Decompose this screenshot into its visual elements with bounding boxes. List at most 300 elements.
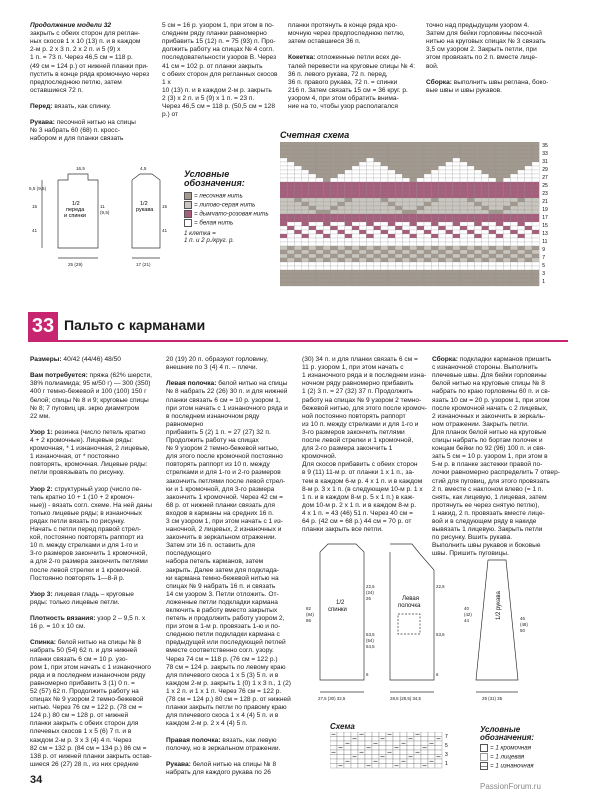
scheme-cell [407,750,414,755]
chart-cell [532,174,539,178]
chart-cell [431,278,438,282]
chart-cell [366,186,373,190]
chart-cell [518,254,525,258]
chart-cell [309,274,316,278]
chart-cell [388,198,395,202]
chart-cell [525,266,532,270]
chart-cell [510,202,517,206]
chart-cell [287,222,294,226]
chart-cell [302,210,309,214]
chart-cell [525,238,532,242]
chart-cell [446,150,453,154]
chart-cell [424,158,431,162]
chart-cell [532,146,539,150]
chart-cell [496,226,503,230]
chart-cell [453,246,460,250]
chart-cell [287,174,294,178]
chart-cell [496,274,503,278]
dim-label: (84) [306,612,314,617]
chart-cell [453,194,460,198]
chart-cell [309,142,316,146]
chart-cell [359,202,366,206]
section-header [28,312,568,340]
chart-cell [374,266,381,270]
chart-cell [374,178,381,182]
chart-cell [374,142,381,146]
chart-cell [446,250,453,254]
chart-cell [359,194,366,198]
chart-cell [417,146,424,150]
chart-cell [410,238,417,242]
chart-cell [482,150,489,154]
chart-cell [345,278,352,282]
chart-cell [446,254,453,258]
chart-cell [424,270,431,274]
chart-cell [388,142,395,146]
chart-cell [287,230,294,234]
chart-cell [345,162,352,166]
chart-cell [482,154,489,158]
chart-cell [323,222,330,226]
dim-label: 41 [32,228,38,233]
chart-cell [424,206,431,210]
chart-cell [287,150,294,154]
chart-cell [482,198,489,202]
chart-cell [424,238,431,242]
chart-cell [532,170,539,174]
chart-cell [460,174,467,178]
chart-cell [294,254,301,258]
chart-cell [294,206,301,210]
chart-cell [431,194,438,198]
chart-cell [374,198,381,202]
scheme-cell [393,755,400,760]
scheme-cell [351,741,358,746]
chart-cell [280,186,287,190]
chart-row-number: 15 [542,223,548,229]
chart-cell [410,146,417,150]
chart-cell [467,170,474,174]
chart-cell [359,254,366,258]
chart-cell [309,206,316,210]
chart-cell [417,162,424,166]
chart-cell [402,190,409,194]
chart-cell [388,230,395,234]
swatch-white [184,219,192,227]
chart-cell [280,250,287,254]
chart-cell [316,226,323,230]
chart-cell [518,270,525,274]
chart-cell [482,278,489,282]
chart-cell [446,182,453,186]
chart-cell [359,222,366,226]
chart-cell [410,182,417,186]
chart-cell [482,226,489,230]
chart-cell [496,242,503,246]
dim-label: 6 [436,672,439,677]
chart-cell [287,182,294,186]
chart-cell [345,202,352,206]
chart-cell [338,150,345,154]
chart-cell [496,166,503,170]
chart-cell [330,262,337,266]
chart-cell [302,190,309,194]
chart-cell [338,166,345,170]
scheme-cell [337,732,344,737]
chart-cell [330,154,337,158]
chart-cell [453,186,460,190]
dim-label: 11 [100,204,105,209]
chart-cell [280,154,287,158]
chart-cell [338,146,345,150]
scheme-cell [421,750,428,755]
chart-cell [352,182,359,186]
chart-cell [460,186,467,190]
chart-cell [366,282,373,286]
scheme-cell [337,750,344,755]
chart-cell [338,254,345,258]
chart-cell [316,190,323,194]
chart-cell [482,214,489,218]
chart-cell [395,258,402,262]
paragraph: вязать, как спинку. [52,103,112,111]
chart-cell [402,206,409,210]
chart-cell [518,150,525,154]
chart-cell [280,174,287,178]
chart-cell [525,250,532,254]
dim-label: 41 [162,228,168,233]
dim-label: 5,5 (9,5) [29,186,47,191]
chart-cell [280,150,287,154]
chart-cell [467,174,474,178]
chart-cell [417,262,424,266]
dim-label: 17 (21) [136,262,151,267]
chart-cell [525,202,532,206]
chart-cell [510,150,517,154]
stitch-scheme [330,732,458,772]
chart-cell [431,246,438,250]
chart-cell [402,282,409,286]
chart-cell [366,238,373,242]
chart-cell [532,234,539,238]
chart-cell [381,226,388,230]
chart-cell [338,246,345,250]
chart-cell [402,234,409,238]
chart-cell [474,182,481,186]
chart-cell [338,214,345,218]
chart-cell [316,254,323,258]
chart-cell [489,178,496,182]
chart-cell [438,238,445,242]
chart-cell [438,190,445,194]
chart-cell [345,246,352,250]
chart-cell [467,150,474,154]
chart-cell [381,142,388,146]
chart-cell [467,158,474,162]
chart-cell [309,166,316,170]
chart-cell [374,186,381,190]
chart-cell [503,166,510,170]
chart-cell [302,198,309,202]
chart-cell [510,258,517,262]
label-density: Плотность вязания: [30,615,96,623]
chart-cell [381,158,388,162]
label-sizes: Размеры: [30,356,62,364]
chart-cell [330,186,337,190]
chart-cell [374,210,381,214]
chart-cell [352,178,359,182]
chart-cell [294,270,301,274]
chart-cell [381,222,388,226]
chart-cell [518,166,525,170]
chart-cell [338,142,345,146]
chart-cell [510,214,517,218]
chart-cell [280,214,287,218]
chart-cell [460,238,467,242]
scheme-cell [344,732,351,737]
chart-cell [323,202,330,206]
chart-cell [366,162,373,166]
chart-cell [323,246,330,250]
dim-label: 25 (29) [68,262,83,267]
chart-cell [359,262,366,266]
scheme-cell [393,759,400,764]
chart-cell [431,282,438,286]
chart-cell [489,214,496,218]
chart-cell [402,222,409,226]
chart-cell [410,162,417,166]
paragraph: (30) 34 п. и для планки связать 6 см = 11 р. узором 1, при этом начать с 1 изнаночного ряда и в последнем изна- ночном ряду равномерно прибавить 1 (2) 3 п. = 27 (32) 37 п. Продолжить работу на спицах № 9 узором 2 темно- бежевой нитью, для этого после кромоч- ной постоянно повторять раппорт из 10 п. между стрелками и для 1-го и 3-го размеров закончить петлями после левой стрелки и 1 кромочной, для 2-го размера закончить 1 кромочной. Для скосов прибавить с обеих сторон в 9 (11) 11-м р. от планки 1 х 1 п., за- тем в каждом 6-м р. 4 х 1 п. и в каждом 8-м р. 3 х 1 п. (в следующем 10-м р. 1 х 1 п. и в каждом 8-м р. 5 х 1 п.) в каж- дом 10-м р. 2 х 1 п. и в каждом 8-м р. 4 х 1 п. = 43 (46) 51 п. Через 40 см = 64 р. (42 см = 68 р.) 44 см = 70 р. от планки закрыть все петли. [302,356,427,534]
chart-cell [309,226,316,230]
chart-cell [338,198,345,202]
chart-cell [395,210,402,214]
chart-cell [302,158,309,162]
chart-cell [352,210,359,214]
chart-cell [338,154,345,158]
chart-cell [359,178,366,182]
chart-cell [510,266,517,270]
chart-cell [417,230,424,234]
chart-cell [460,146,467,150]
chart-cell [323,234,330,238]
chart-cell [453,174,460,178]
scheme-cell [358,746,365,751]
chart-cell [388,234,395,238]
chart-cell [510,218,517,222]
chart-cell [294,230,301,234]
chart-cell [460,178,467,182]
chart-cell [460,170,467,174]
chart-cell [366,154,373,158]
chart-cell [489,246,496,250]
chart-cell [395,238,402,242]
chart-cell [467,238,474,242]
chart-cell [431,226,438,230]
chart-cell [467,234,474,238]
chart-cell [482,182,489,186]
scheme-row-number: 3 [445,752,448,758]
chart-cell [424,218,431,222]
chart-cell [352,198,359,202]
chart-cell [431,218,438,222]
chart-cell [431,230,438,234]
scheme-cell [379,759,386,764]
chart-cell [518,250,525,254]
chart-cell [532,182,539,186]
chart-cell [302,282,309,286]
scheme-cell [365,741,372,746]
chart-cell [374,246,381,250]
chart-cell [482,158,489,162]
chart-cell [438,266,445,270]
chart-cell [417,242,424,246]
chart-cell [532,190,539,194]
chart-cell [510,226,517,230]
chart-cell [510,210,517,214]
chart-cell [460,250,467,254]
scheme-title: Схема [330,722,355,731]
chart-cell [453,222,460,226]
chart-cell [330,162,337,166]
chart-cell [366,222,373,226]
chart-cell [359,198,366,202]
chart-cell [474,158,481,162]
chart-cell [287,282,294,286]
chart-cell [424,222,431,226]
chart-cell [532,258,539,262]
chart-cell [294,222,301,226]
chart-cell [482,222,489,226]
chart-cell [374,258,381,262]
chart-cell [316,166,323,170]
chart-cell [503,230,510,234]
chart-cell [309,222,316,226]
chart-cell [402,246,409,250]
chart-cell [309,194,316,198]
chart-cell [460,278,467,282]
chart-cell [302,234,309,238]
chart-cell [381,266,388,270]
chart-cell [330,146,337,150]
chart-cell [525,146,532,150]
page-number: 34 [30,774,43,786]
chart-cell [496,214,503,218]
chart-cell [417,166,424,170]
sleeve-label: 1/2 рукава [136,201,154,213]
chart-cell [503,146,510,150]
chart-cell [503,202,510,206]
scheme-cell [428,737,435,742]
chart-cell [280,182,287,186]
scheme-cell [337,759,344,764]
chart-cell [431,146,438,150]
knit-stitch-icon [480,753,488,761]
chart-cell [496,174,503,178]
scheme-cell [330,737,337,742]
chart-cell [330,246,337,250]
chart-cell [424,242,431,246]
chart-cell [366,198,373,202]
scheme-cell [386,759,393,764]
chart-cell [338,222,345,226]
chart-cell [330,174,337,178]
chart-cell [330,178,337,182]
chart-cell [446,274,453,278]
chart-cell [453,234,460,238]
chart-cell [510,206,517,210]
chart-cell [402,254,409,258]
chart-cell [388,194,395,198]
chart-cell [287,170,294,174]
chart-cell [417,142,424,146]
chart-cell [446,218,453,222]
chart-cell [381,202,388,206]
chart-cell [410,258,417,262]
chart-cell [410,274,417,278]
chart-cell [330,202,337,206]
chart-cell [482,170,489,174]
chart-cell [402,250,409,254]
chart-cell [424,226,431,230]
chart-cell [287,226,294,230]
scheme-cell [344,746,351,751]
chart-cell [510,230,517,234]
scheme-row-number: 7 [445,734,448,740]
chart-cell [388,282,395,286]
chart-cell [316,206,323,210]
chart-cell [388,254,395,258]
chart-cell [352,242,359,246]
chart-cell [316,174,323,178]
chart-cell [453,206,460,210]
chart-cell [431,254,438,258]
chart-cell [302,150,309,154]
chart-cell [510,170,517,174]
chart-cell [366,178,373,182]
chart-cell [352,278,359,282]
chart-cell [474,142,481,146]
dim-label: 44 [464,618,469,623]
chart-cell [424,258,431,262]
chart-row-number: 17 [542,215,548,221]
label-pattern3: Узор 3: [30,590,53,598]
chart-cell [366,146,373,150]
chart-cell [518,258,525,262]
chart-cell [287,194,294,198]
chart-cell [510,190,517,194]
chart-cell [366,250,373,254]
chart-cell [366,278,373,282]
scheme-cell [337,741,344,746]
chart-cell [482,210,489,214]
chart-cell [446,262,453,266]
chart-cell [532,194,539,198]
chart-cell [381,230,388,234]
chart-cell [489,250,496,254]
chart-cell [518,238,525,242]
chart-cell [280,178,287,182]
chart-cell [417,194,424,198]
chart-cell [525,210,532,214]
scheme-cell [400,737,407,742]
chart-cell [532,226,539,230]
dim-label: 50 [520,628,525,633]
chart-cell [510,162,517,166]
chart-cell [294,250,301,254]
chart-cell [345,242,352,246]
chart-cell [287,246,294,250]
chart-cell [424,250,431,254]
